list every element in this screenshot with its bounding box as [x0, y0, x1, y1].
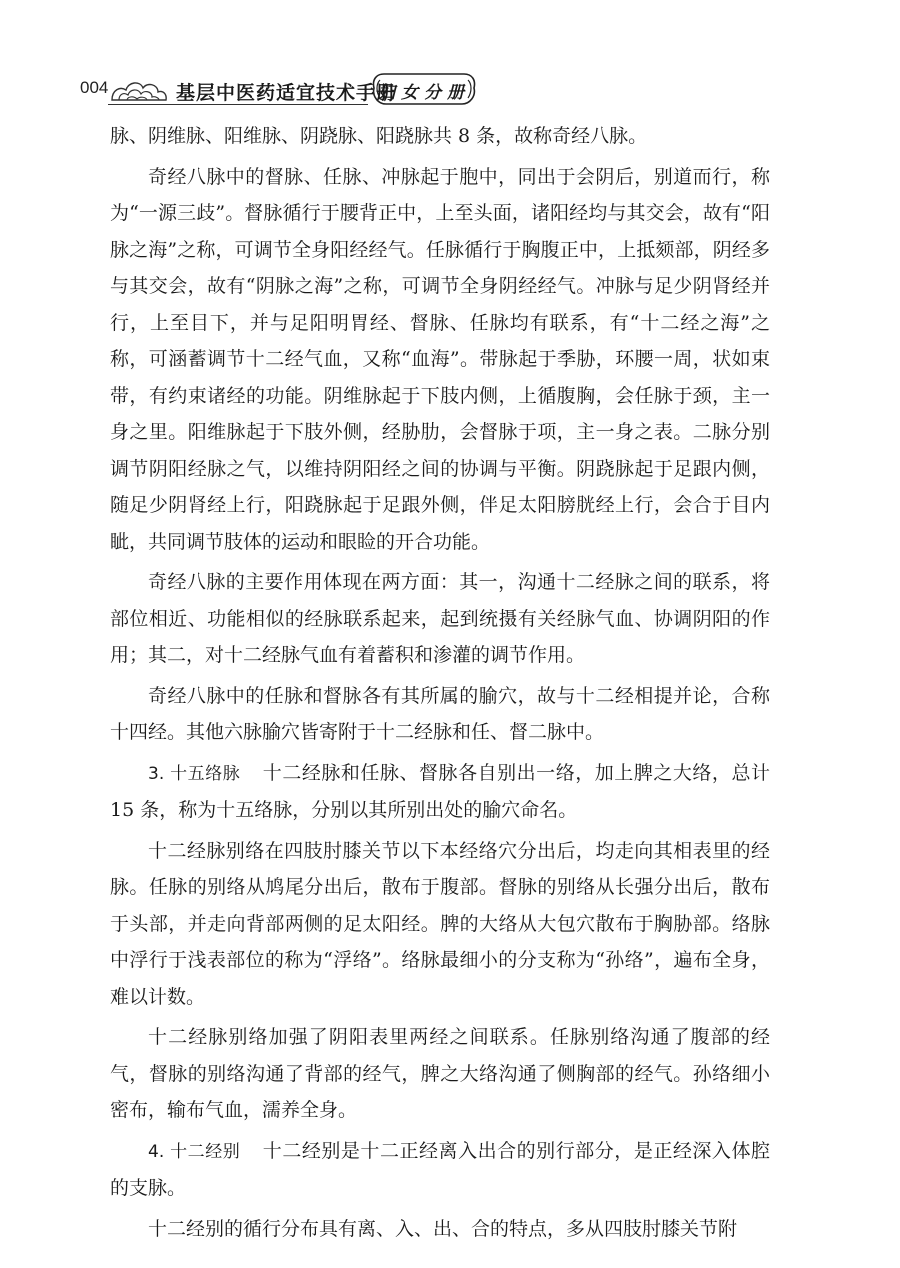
- running-header: [80, 70, 798, 110]
- section-text: 十二经别是十二正经离入出合的别行部分，是正经深入体腔的支脉。: [110, 1139, 770, 1199]
- paragraph: 奇经八脉中的任脉和督脉各有其所属的腧穴，故与十二经相提并论，合称十四经。其他六脉腧穴皆寄附于十二经脉和任、督二脉中。: [110, 684, 770, 743]
- section-paragraph-twelve-divergent-meridians: [110, 1133, 770, 1207]
- section-heading: 3. 十五络脉: [148, 763, 241, 784]
- volume-label: 妇女分册: [378, 83, 470, 103]
- paragraph: 奇经八脉的主要作用体现在两方面：其一，沟通十二经脉之间的联系，将部位相近、功能相似的经脉联系起来，起到统摄有关经脉气血、协调阴阳的作用；其二，对十二经脉气血有着蓄积和渗灌的调节作用。: [110, 571, 770, 666]
- paragraph: 十二经脉别络在四肢肘膝关节以下本经络穴分出后，均走向其相表里的经脉。任脉的别络从鸠尾分出后，散布于腹部。督脉的别络从长强分出后，散布于头部，并走向背部两侧的足太阳经。脾的大络从大包穴散布于胸胁部。络脉中浮行于浅表部位的称为“浮络”。络脉最细小的分支称为“孙络”，遍布全身，难以计数。: [110, 839, 770, 1008]
- section-paragraph-fifteen-collaterals: [110, 755, 770, 829]
- page-number: 004: [80, 78, 109, 97]
- paragraph: 十二经脉别络加强了阴阳表里两经之间联系。任脉别络沟通了腹部的经气，督脉的别络沟通了背部的经气，脾之大络沟通了侧胸部的经气。孙络细小密布，输布气血，濡养全身。: [110, 1026, 770, 1121]
- paragraph: 奇经八脉中的督脉、任脉、冲脉起于胞中，同出于会阴后，别道而行，称为“一源三歧”。督脉循行于腰背正中，上至头面，诸阳经均与其交会，故有“阳脉之海”之称，可调节全身阳经经气。任脉循行于胸腹正中，上抵颏部，阴经多与其交会，故有“阴脉之海”之称，可调节全身阴经经气。冲脉与足少阴肾经并行，上至目下，并与足阳明胃经、督脉、任脉均有联系，有“十二经之海”之称，可涵蓄调节十二经气血，又称“血海”。带脉起于季胁，环腰一周，状如束带，有约束诸经的功能。阴维脉起于下肢内侧，上循腹胸，会任脉于颈，主一身之里。阳维脉起于下肢外侧，经胁肋，会督脉于项，主一身之表。二脉分别调节阴阳经脉之气，以维持阴阳经之间的协调与平衡。阴跷脉起于足跟内侧，随足少阴肾经上行，阳跷脉起于足跟外侧，伴足太阳膀胱经上行，会合于目内眦，共同调节肢体的运动和眼睑的开合功能。: [110, 165, 770, 553]
- section-heading: 4. 十二经别: [148, 1141, 241, 1162]
- header-rule: [108, 104, 368, 105]
- book-title: 基层中医药适宜技术手册: [176, 82, 397, 104]
- section-text: 十二经脉和任脉、督脉各自别出一络，加上脾之大络，总计 15 条，称为十五络脉，分别以其所别出处的腧穴命名。: [110, 761, 770, 821]
- paragraph: 十二经别的循行分布具有离、入、出、合的特点，多从四肢肘膝关节附: [148, 1217, 738, 1240]
- cloud-ornament-icon: [110, 76, 168, 102]
- body-text: [110, 118, 770, 1247]
- paragraph-continued: 脉、阴维脉、阳维脉、阴跷脉、阳跷脉共 8 条，故称奇经八脉。: [110, 125, 648, 147]
